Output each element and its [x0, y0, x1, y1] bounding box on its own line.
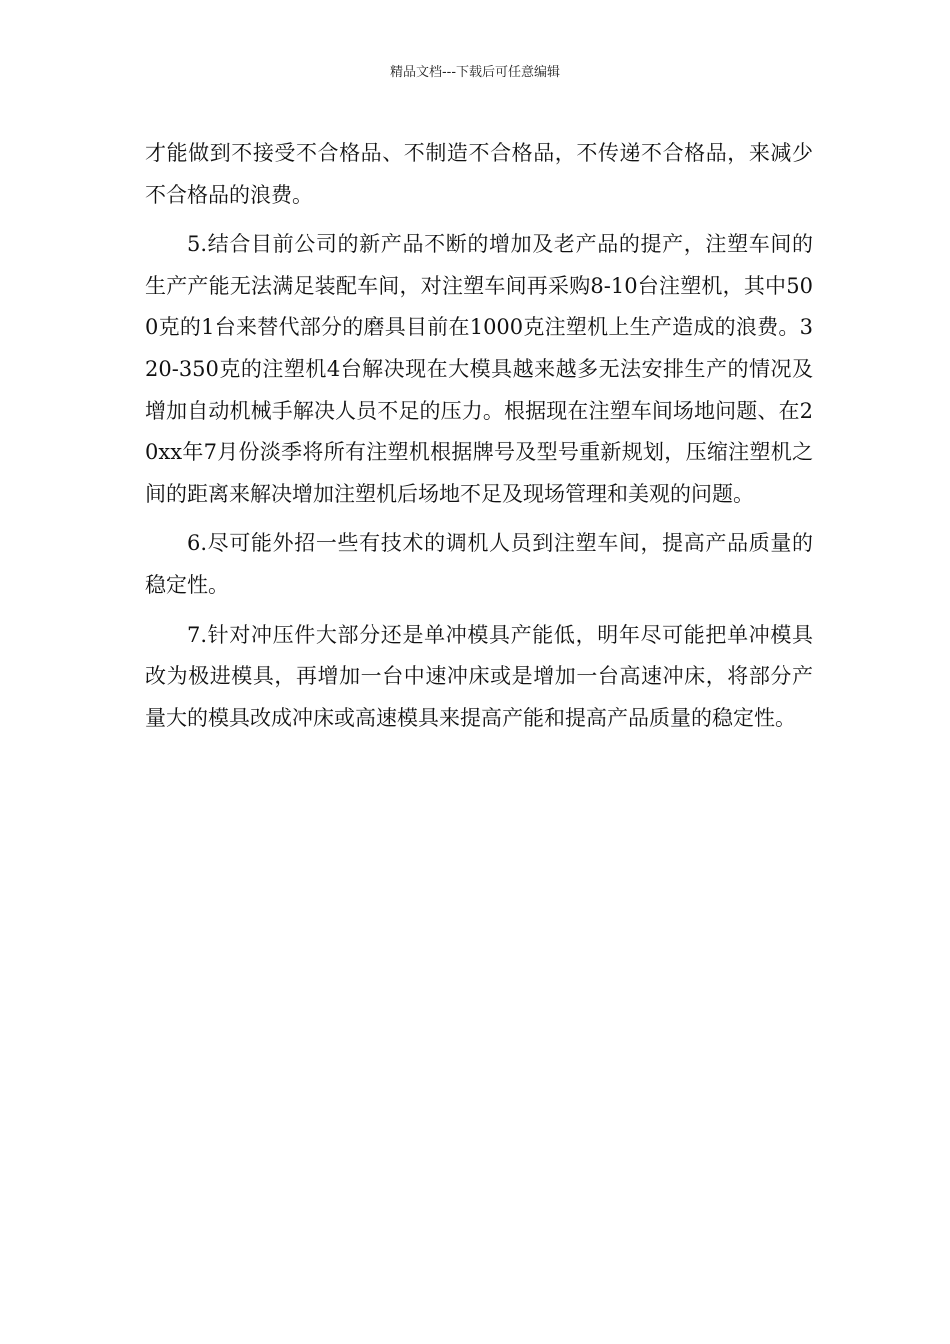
document-body [145, 133, 813, 739]
paragraph-item-6: 6.尽可能外招一些有技术的调机人员到注塑车间，提高产品质量的稳定性。 [145, 531, 813, 597]
paragraph-item-7: 7.针对冲压件大部分还是单冲模具产能低，明年尽可能把单冲模具改为极进模具，再增加一台中速冲床或是增加一台高速冲床，将部分产量大的模具改成冲床或高速模具来提高产能和提高产品质量的稳定性。 [145, 622, 813, 730]
paragraph-item-5: 5.结合目前公司的新产品不断的增加及老产品的提产，注塑车间的生产产能无法满足装配车间，对注塑车间再采购8-10台注塑机，其中500克的1台来替代部分的磨具目前在1000克注塑机上生产造成的浪费。320-350克的注塑机4台解决现在大模具越来越多无法安排生产的情况及增加自动机械手解决人员不足的压力。根据现在注塑车间场地问题、在20xx年7月份淡季将所有注塑机根据牌号及型号重新规划，压缩注塑机之间的距离来解决增加注塑机后场地不足及现场管理和美观的问题。 [145, 232, 813, 506]
paragraph-continuation: 才能做到不接受不合格品、不制造不合格品，不传递不合格品，来减少不合格品的浪费。 [145, 141, 813, 207]
page-header: 精品文档---下载后可任意编辑 [389, 65, 561, 80]
